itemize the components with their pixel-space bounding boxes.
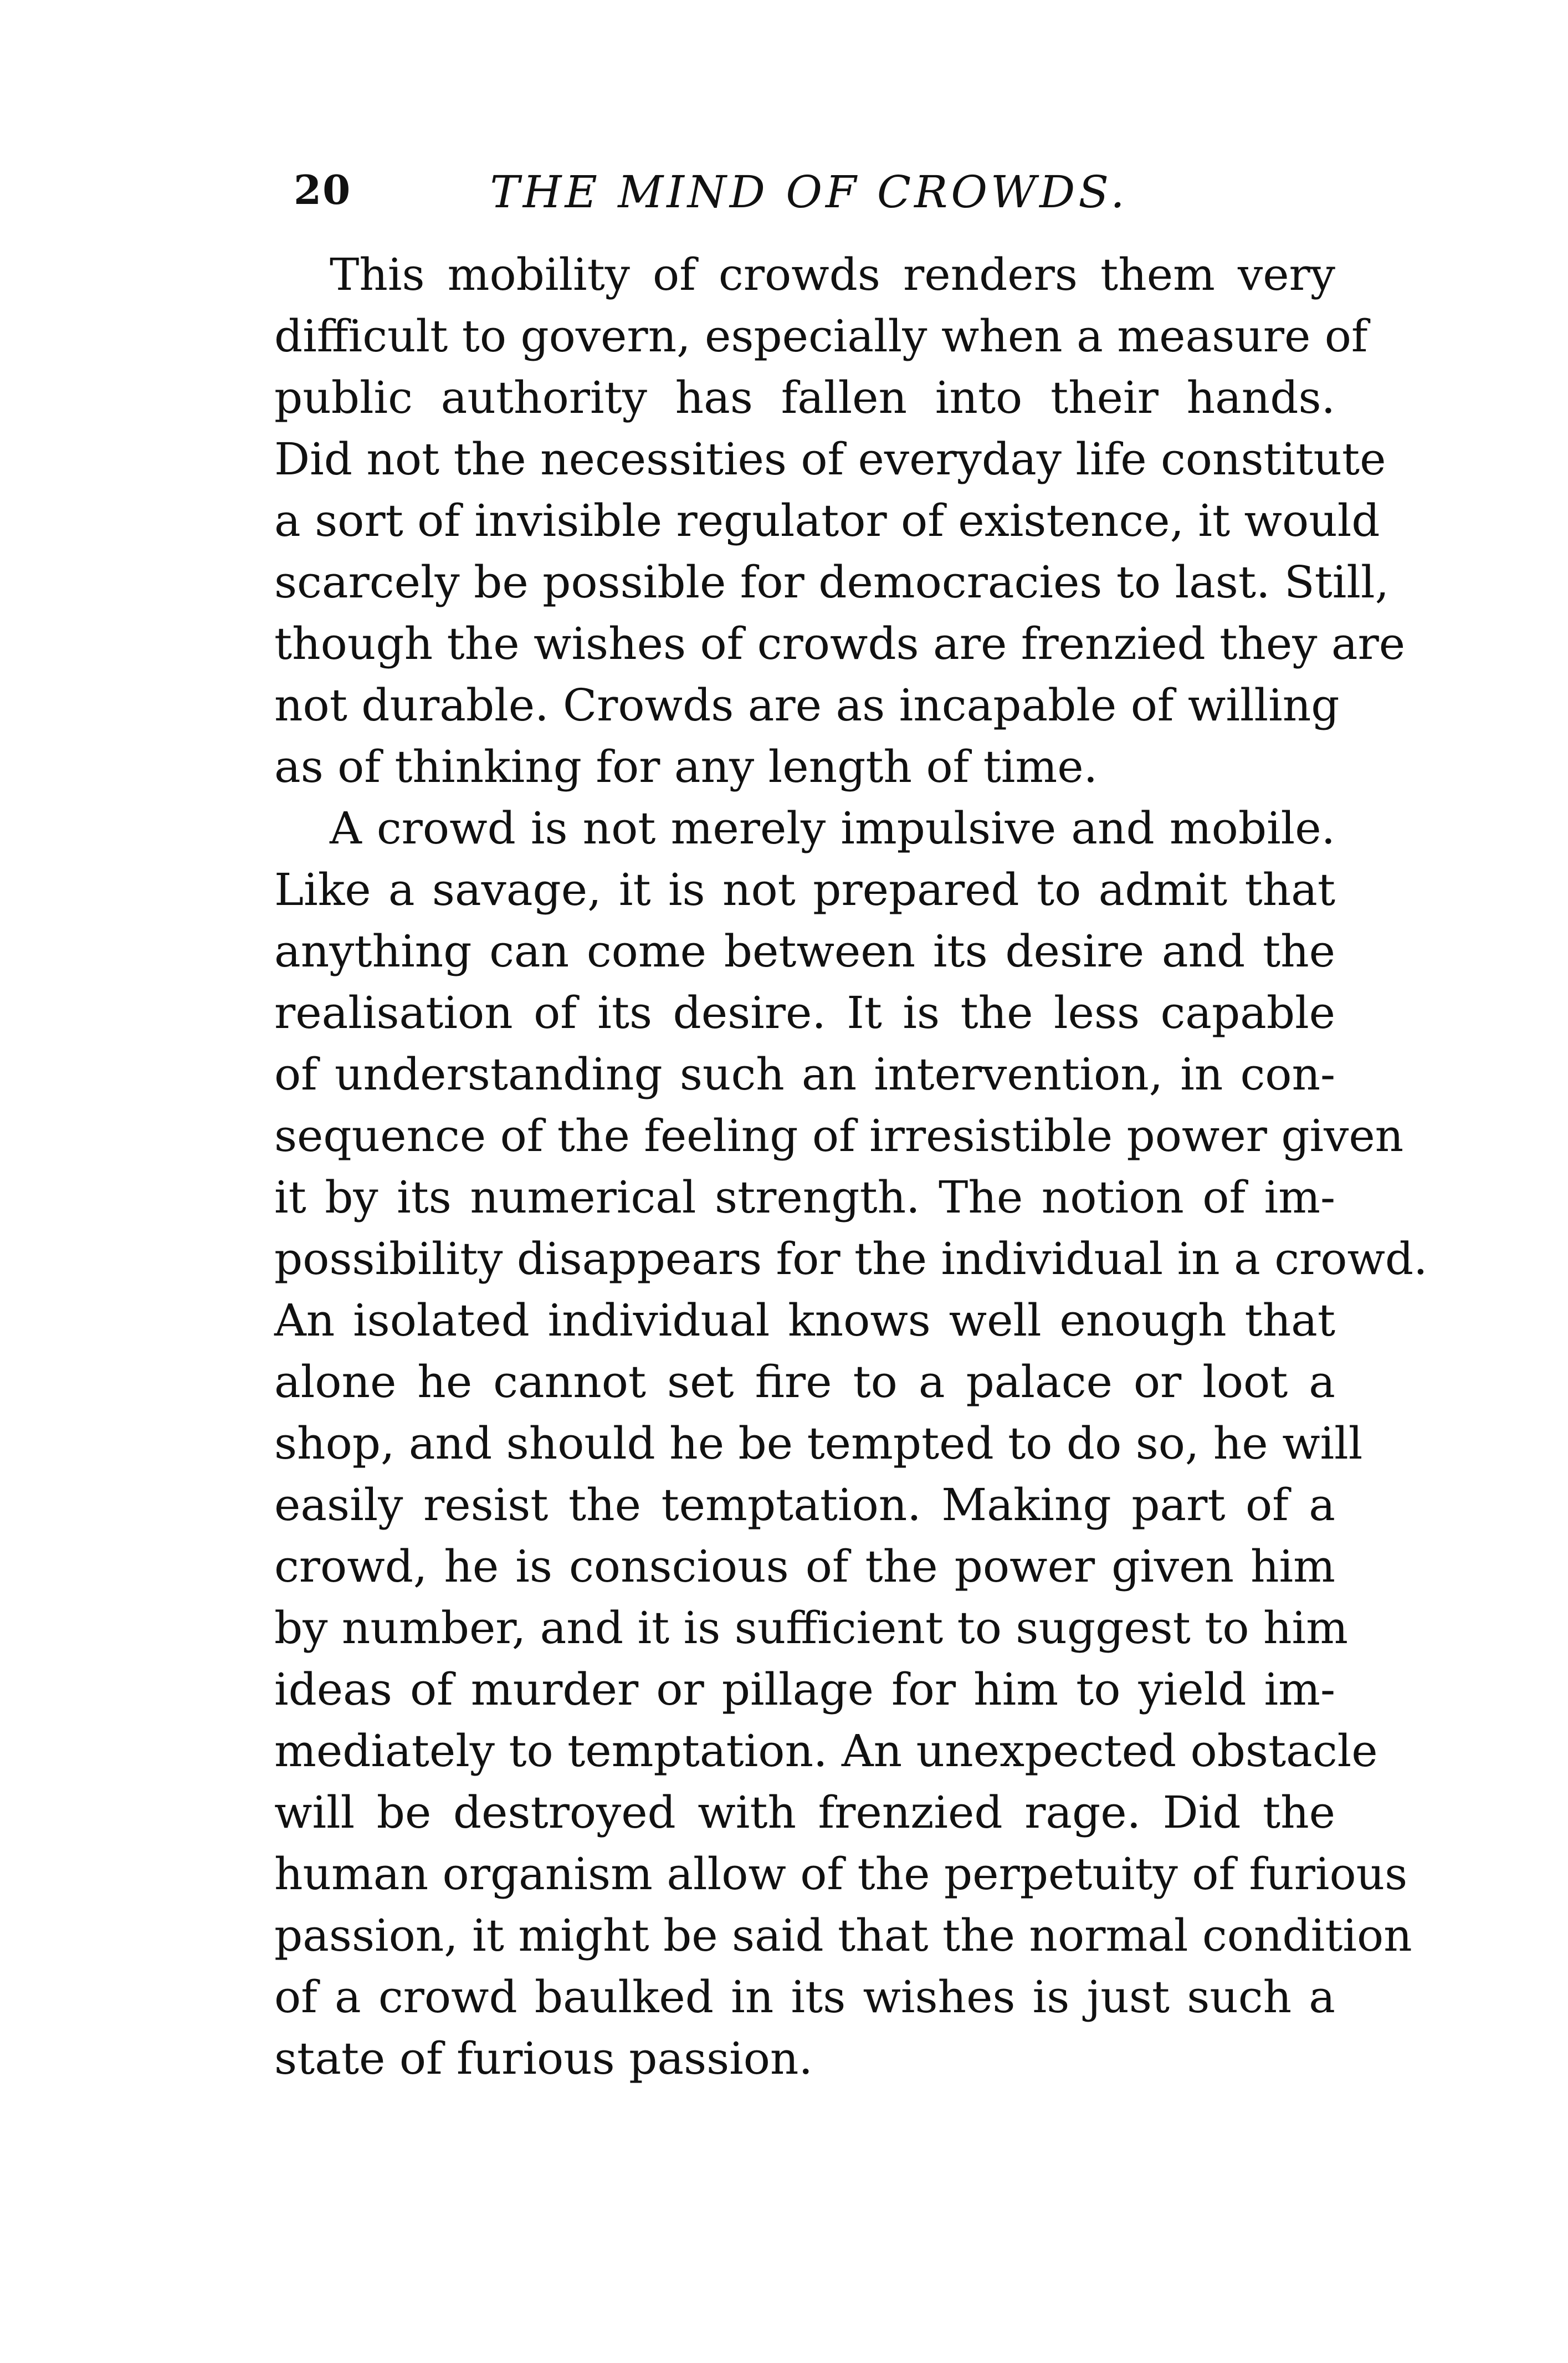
text-line: as of thinking for any length of time. [274, 741, 1098, 792]
text-line: easily resist the temptation. Making part of a [274, 1479, 1335, 1531]
running-title: THE MIND OF CROWDS. [490, 166, 1128, 218]
text-line: mediately to temptation. An unexpected obstacle [274, 1725, 1378, 1777]
text-line: This mobility of crowds renders them very [330, 249, 1335, 300]
text-line: of understanding such an intervention, in con- [274, 1048, 1335, 1100]
text-line: of a crowd baulked in its wishes is just such a [274, 1971, 1335, 2023]
page-number: 20 [294, 166, 352, 213]
text-line: scarcely be possible for democracies to last. Still, [274, 556, 1389, 608]
text-line: a sort of invisible regulator of existence, it would [274, 495, 1380, 546]
running-head [294, 166, 1324, 227]
text-line: A crowd is not merely impulsive and mobile. [330, 802, 1335, 854]
text-line: anything can come between its desire and the [274, 925, 1335, 977]
text-line: will be destroyed with frenzied rage. Did the [274, 1787, 1335, 1838]
paragraph [274, 244, 1406, 797]
text-line: realisation of its desire. It is the less capable [274, 987, 1335, 1039]
text-line: difficult to govern, especially when a measure of [274, 310, 1368, 362]
text-line: state of furious passion. [274, 2033, 813, 2084]
text-line: possibility disappears for the individual in a crowd. [274, 1233, 1428, 1285]
text-line: public authority has fallen into their hands. [274, 372, 1335, 423]
text-line: it by its numerical strength. The notion of im- [274, 1172, 1335, 1223]
text-line: ideas of murder or pillage for him to yield im- [274, 1664, 1335, 1715]
text-line: Did not the necessities of everyday life constitute [274, 433, 1386, 485]
text-line: by number, and it is sufficient to suggest to him [274, 1602, 1348, 1654]
paragraph [274, 797, 1428, 2089]
text-line: An isolated individual knows well enough that [274, 1295, 1335, 1346]
text-line: not durable. Crowds are as incapable of willing [274, 679, 1340, 731]
text-line: passion, it might be said that the normal condition [274, 1910, 1412, 1961]
body-text [274, 244, 1428, 2089]
text-line: human organism allow of the perpetuity of furious [274, 1848, 1408, 1900]
text-line: shop, and should he be tempted to do so, he will [274, 1418, 1363, 1469]
text-line: crowd, he is conscious of the power given him [274, 1541, 1335, 1592]
text-line: sequence of the feeling of irresistible power given [274, 1110, 1404, 1162]
text-line: Like a savage, it is not prepared to admit that [274, 864, 1335, 915]
text-line: alone he cannot set fire to a palace or loot a [274, 1356, 1335, 1408]
text-line: though the wishes of crowds are frenzied they are [274, 618, 1406, 669]
